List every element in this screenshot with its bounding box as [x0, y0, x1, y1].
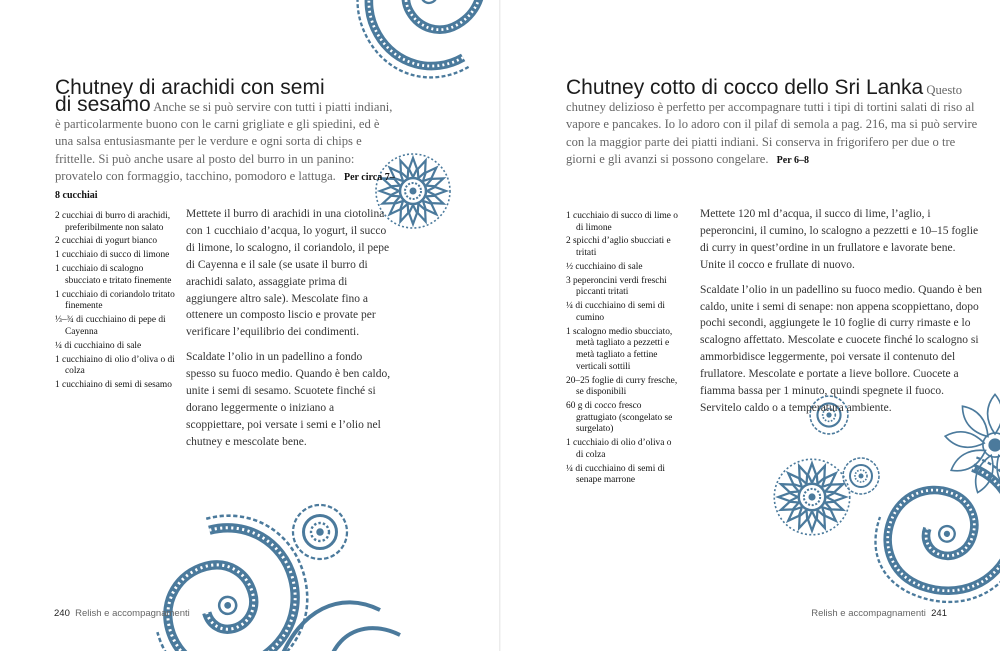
recipe-title-line2: di sesamo: [55, 93, 151, 116]
ingredient-item: 1 cucchiaio di scalogno sbucciato e tritato finemente: [55, 264, 172, 286]
ingredient-item: 3 peperoncini verdi freschi piccanti tritati: [566, 275, 667, 298]
ingredient-item: 1 cucchiaio di coriandolo tritato finemente: [55, 289, 175, 312]
intro-text: Questo chutney delizioso è perfetto per accompagnare tutti i tipi di tortini salati di riso al vapore e pancakes. Io lo adoro con il pilaf di semola a pag. 216, ma si può servire con la maggior parte dei piatti indiani. Si conserva in frigorifero per due o tre giorni e gli avanzi si possono congelare.: [566, 83, 978, 166]
ingredient-item: 2 spicchi d’aglio sbucciati e tritati: [566, 236, 671, 259]
method-text: [700, 206, 982, 425]
recipe-intro: [566, 78, 986, 169]
ingredient-item: 60 g di cocco fresco grattugiato (scongelato se surgelato): [566, 400, 673, 435]
page-number: 240: [54, 608, 70, 619]
ingredient-list: [55, 211, 180, 394]
recipe-title: Chutney cotto di cocco dello Sri Lanka: [566, 76, 924, 99]
section-name: Relish e accompagnamenti: [811, 608, 926, 619]
ingredient-item: 1 cucchiaio di succo di limone: [55, 250, 170, 261]
ingredient-item: 20–25 foglie di curry fresche, se disponibili: [566, 375, 678, 398]
serves-label: Per 6–8: [776, 154, 809, 166]
section-name: Relish e accompagnamenti: [75, 608, 190, 619]
method-paragraph: Scaldate l’olio in un padellino su fuoco medio. Quando è ben caldo, unite i semi di senape: non appena scoppiettano, dopo pochi secondi, aggiungete le 10 foglie di curry rimaste e lo scalogno affettato. Mescolate e cuocete finché lo scalogno si ammorbidisce leggermente, poi versate il contenuto del frullatore. Mescolate e portate a lieve bollore. Cuocete a fiamma bassa per 1 minuto, quindi spegnete il fuoco. Servitelo caldo o a temperatura ambiente.: [700, 283, 983, 414]
ingredient-item: 1 cucchiaio di olio d’oliva o di colza: [566, 438, 672, 460]
mandala-flower-icon: [770, 455, 854, 539]
intro-text: Anche se si può servire con tutti i piatti indiani, è particolarmente buono con le carni grigliate e gli spiedini, ed è una salsa entusiasmante per le verdure e ogni sorta di chips e frittelle. Si può anche usare al posto del burro in un panino: provatelo con formaggio, tacchino, pomodoro e lattuga.: [55, 100, 393, 183]
method-paragraph: Mettete 120 ml d’acqua, il succo di lime, l’aglio, i peperoncini, il cumino, lo scalogno a pezzetti e 10–15 foglie di curry in quest’ordine in un frullatore e lavorate bene. Unite il cocco e frullate di nuovo.: [700, 208, 979, 271]
ingredient-item: 1 scalogno medio sbucciato, metà tagliato a pezzetti e metà tagliato a fettine verticali sottili: [566, 326, 673, 372]
ingredient-item: 2 cucchiai di yogurt bianco: [55, 236, 158, 247]
ingredient-item: ⅓–¾ di cucchiaino di pepe di Cayenna: [55, 315, 166, 337]
recipe-intro: [55, 95, 395, 204]
paisley-ornament-icon: [150, 490, 420, 651]
method-paragraph: Scaldate l’olio in un padellino a fondo spesso su fuoco medio. Quando è ben caldo, unite i semi di sesamo. Scuotete finché si dorano leggermente o iniziano a scoppiettare, poi versate i semi e l’olio nel chutney e mescolate bene.: [186, 351, 391, 448]
ingredient-item: 1 cucchiaino di semi di sesamo: [55, 380, 172, 391]
ingredient-item: ¼ di cucchiaino di semi di cumino: [566, 301, 665, 323]
serves-label: Per circa 7–8 cucchiai: [55, 171, 395, 202]
folio: [811, 608, 947, 619]
ingredient-item: 1 cucchiaio di succo di lime o di limone: [566, 211, 678, 233]
folio: [54, 608, 190, 619]
book-gutter: [499, 0, 501, 651]
ingredient-item: ¼ di cucchiaino di sale: [55, 340, 142, 351]
recipe-title: Chutney di arachidi con semi: [55, 76, 325, 99]
ingredient-item: ½ cucchiaino di sale: [566, 261, 643, 272]
method-text: [186, 206, 394, 459]
ingredient-item: 2 cucchiai di burro di arachidi, preferibilmente non salato: [55, 211, 171, 233]
right-page: [500, 0, 1000, 651]
ingredient-item: 1 cucchiaino di olio d’oliva o di colza: [55, 354, 175, 377]
page-number: 241: [931, 608, 947, 619]
ingredient-list: [566, 211, 678, 489]
ingredient-item: ¼ di cucchiaino di semi di senape marrone: [566, 463, 665, 486]
method-paragraph: Mettete il burro di arachidi in una ciotolina con 1 cucchiaio d’acqua, lo yogurt, il succo di limone, lo scalogno, il coriandolo, il pepe di Cayenna e il sale (se usate il burro di arachidi salato, assaggiate prima di aggiungere altro sale). Mescolate fino a ottenere un composto liscio e provate per verificare l’equilibrio dei condimenti.: [186, 208, 390, 339]
